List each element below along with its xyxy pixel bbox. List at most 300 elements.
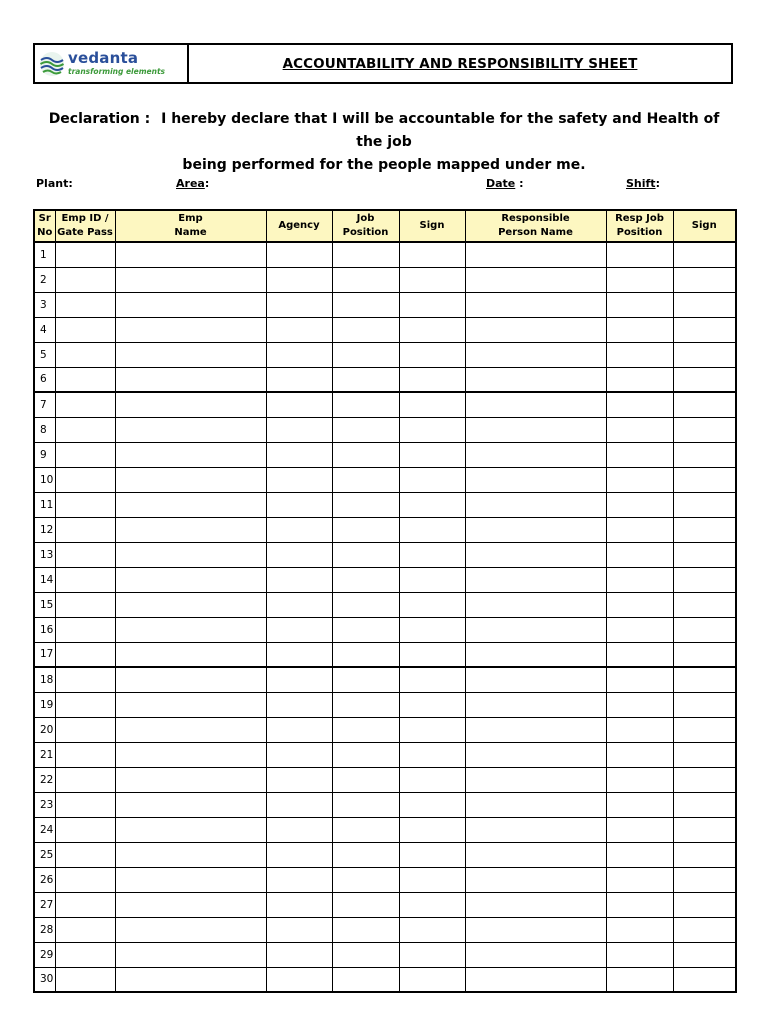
cell-responsible-person[interactable] [465, 517, 606, 542]
cell-resp-job-position[interactable] [606, 317, 673, 342]
cell-resp-sign[interactable] [673, 517, 736, 542]
cell-resp-sign[interactable] [673, 942, 736, 967]
cell-sign[interactable] [399, 667, 465, 692]
cell-resp-job-position[interactable] [606, 867, 673, 892]
cell-job-position[interactable] [332, 517, 399, 542]
cell-resp-sign[interactable] [673, 867, 736, 892]
cell-emp-id[interactable] [55, 742, 115, 767]
title-cell [189, 45, 731, 82]
cell-job-position[interactable] [332, 342, 399, 367]
cell-emp-id[interactable] [55, 892, 115, 917]
table-row [34, 967, 736, 992]
cell-resp-job-position[interactable] [606, 742, 673, 767]
area-label: Area [176, 177, 205, 190]
cell-job-position[interactable] [332, 792, 399, 817]
cell-agency[interactable] [266, 292, 332, 317]
row-number: 8 [34, 417, 55, 442]
cell-job-position[interactable] [332, 767, 399, 792]
table-row [34, 892, 736, 917]
date-label: Date [486, 177, 516, 190]
cell-agency[interactable] [266, 542, 332, 567]
cell-emp-name[interactable] [115, 367, 266, 392]
cell-resp-sign[interactable] [673, 592, 736, 617]
cell-sign[interactable] [399, 617, 465, 642]
cell-emp-name[interactable] [115, 867, 266, 892]
cell-emp-name[interactable] [115, 642, 266, 667]
area-field [176, 177, 209, 190]
cell-job-position[interactable] [332, 967, 399, 992]
cell-sign[interactable] [399, 517, 465, 542]
cell-emp-id[interactable] [55, 392, 115, 417]
cell-sign[interactable] [399, 442, 465, 467]
cell-resp-job-position[interactable] [606, 567, 673, 592]
col-responsible-person: Responsible Person Name [465, 210, 606, 242]
row-number: 29 [34, 942, 55, 967]
row-number: 14 [34, 567, 55, 592]
cell-emp-name[interactable] [115, 392, 266, 417]
cell-sign[interactable] [399, 342, 465, 367]
declaration-text-1: I hereby declare that I will be accountable for the safety and Health of the job [161, 111, 720, 150]
cell-job-position[interactable] [332, 667, 399, 692]
table-row [34, 342, 736, 367]
cell-emp-id[interactable] [55, 642, 115, 667]
cell-agency[interactable] [266, 492, 332, 517]
cell-emp-id[interactable] [55, 317, 115, 342]
cell-responsible-person[interactable] [465, 917, 606, 942]
row-number: 19 [34, 692, 55, 717]
cell-emp-name[interactable] [115, 417, 266, 442]
table-row [34, 242, 736, 267]
cell-emp-name[interactable] [115, 317, 266, 342]
cell-resp-job-position[interactable] [606, 367, 673, 392]
cell-sign[interactable] [399, 842, 465, 867]
cell-resp-job-position[interactable] [606, 342, 673, 367]
cell-responsible-person[interactable] [465, 617, 606, 642]
cell-responsible-person[interactable] [465, 642, 606, 667]
cell-emp-id[interactable] [55, 942, 115, 967]
cell-sign[interactable] [399, 292, 465, 317]
cell-responsible-person[interactable] [465, 967, 606, 992]
cell-emp-id[interactable] [55, 342, 115, 367]
cell-resp-job-position[interactable] [606, 442, 673, 467]
cell-sign[interactable] [399, 967, 465, 992]
cell-responsible-person[interactable] [465, 667, 606, 692]
cell-resp-sign[interactable] [673, 792, 736, 817]
row-number: 13 [34, 542, 55, 567]
cell-resp-job-position[interactable] [606, 967, 673, 992]
cell-sign[interactable] [399, 792, 465, 817]
cell-agency[interactable] [266, 567, 332, 592]
row-number: 2 [34, 267, 55, 292]
cell-responsible-person[interactable] [465, 692, 606, 717]
cell-responsible-person[interactable] [465, 367, 606, 392]
cell-sign[interactable] [399, 817, 465, 842]
cell-agency[interactable] [266, 367, 332, 392]
cell-resp-sign[interactable] [673, 417, 736, 442]
row-number: 18 [34, 667, 55, 692]
cell-agency[interactable] [266, 792, 332, 817]
cell-resp-job-position[interactable] [606, 542, 673, 567]
cell-emp-id[interactable] [55, 442, 115, 467]
cell-job-position[interactable] [332, 642, 399, 667]
cell-resp-job-position[interactable] [606, 617, 673, 642]
cell-job-position[interactable] [332, 567, 399, 592]
cell-responsible-person[interactable] [465, 292, 606, 317]
cell-emp-name[interactable] [115, 842, 266, 867]
declaration-line-1 [36, 108, 732, 154]
declaration-text-2: being performed for the people mapped under me. [182, 157, 586, 173]
cell-resp-sign[interactable] [673, 692, 736, 717]
cell-emp-id[interactable] [55, 842, 115, 867]
cell-emp-name[interactable] [115, 467, 266, 492]
cell-agency[interactable] [266, 767, 332, 792]
cell-emp-id[interactable] [55, 367, 115, 392]
cell-emp-id[interactable] [55, 867, 115, 892]
cell-resp-job-position[interactable] [606, 392, 673, 417]
plant-field [36, 177, 73, 190]
cell-agency[interactable] [266, 242, 332, 267]
cell-job-position[interactable] [332, 392, 399, 417]
cell-agency[interactable] [266, 917, 332, 942]
cell-agency[interactable] [266, 417, 332, 442]
cell-agency[interactable] [266, 267, 332, 292]
cell-emp-name[interactable] [115, 342, 266, 367]
logo-name: vedanta [68, 49, 139, 68]
cell-responsible-person[interactable] [465, 942, 606, 967]
declaration [36, 108, 732, 177]
cell-responsible-person[interactable] [465, 542, 606, 567]
cell-job-position[interactable] [332, 592, 399, 617]
table-row [34, 667, 736, 692]
cell-agency[interactable] [266, 317, 332, 342]
cell-emp-id[interactable] [55, 767, 115, 792]
cell-resp-sign[interactable] [673, 442, 736, 467]
row-number: 21 [34, 742, 55, 767]
cell-resp-sign[interactable] [673, 467, 736, 492]
cell-job-position[interactable] [332, 417, 399, 442]
cell-resp-sign[interactable] [673, 842, 736, 867]
row-number: 17 [34, 642, 55, 667]
cell-emp-name[interactable] [115, 242, 266, 267]
cell-responsible-person[interactable] [465, 717, 606, 742]
cell-sign[interactable] [399, 692, 465, 717]
cell-resp-job-position[interactable] [606, 292, 673, 317]
cell-resp-sign[interactable] [673, 642, 736, 667]
cell-resp-sign[interactable] [673, 767, 736, 792]
cell-job-position[interactable] [332, 442, 399, 467]
cell-emp-id[interactable] [55, 917, 115, 942]
cell-resp-job-position[interactable] [606, 817, 673, 842]
row-number: 1 [34, 242, 55, 267]
cell-resp-job-position[interactable] [606, 842, 673, 867]
cell-job-position[interactable] [332, 892, 399, 917]
cell-sign[interactable] [399, 942, 465, 967]
cell-resp-job-position[interactable] [606, 467, 673, 492]
plant-label: Plant: [36, 177, 73, 190]
cell-emp-id[interactable] [55, 567, 115, 592]
declaration-label: Declaration : [48, 111, 151, 127]
cell-agency[interactable] [266, 517, 332, 542]
cell-sign[interactable] [399, 417, 465, 442]
table-row [34, 542, 736, 567]
cell-emp-name[interactable] [115, 817, 266, 842]
cell-emp-name[interactable] [115, 292, 266, 317]
cell-agency[interactable] [266, 592, 332, 617]
cell-emp-name[interactable] [115, 967, 266, 992]
cell-emp-id[interactable] [55, 792, 115, 817]
cell-emp-name[interactable] [115, 567, 266, 592]
cell-responsible-person[interactable] [465, 267, 606, 292]
cell-emp-name[interactable] [115, 267, 266, 292]
cell-resp-job-position[interactable] [606, 417, 673, 442]
row-number: 12 [34, 517, 55, 542]
cell-responsible-person[interactable] [465, 792, 606, 817]
table-row [34, 842, 736, 867]
cell-job-position[interactable] [332, 717, 399, 742]
cell-emp-id[interactable] [55, 817, 115, 842]
cell-job-position[interactable] [332, 942, 399, 967]
cell-emp-name[interactable] [115, 717, 266, 742]
cell-resp-sign[interactable] [673, 367, 736, 392]
cell-agency[interactable] [266, 942, 332, 967]
cell-emp-name[interactable] [115, 517, 266, 542]
cell-responsible-person[interactable] [465, 342, 606, 367]
col-resp-sign: Sign [673, 210, 736, 242]
cell-responsible-person[interactable] [465, 867, 606, 892]
cell-emp-name[interactable] [115, 742, 266, 767]
row-number: 25 [34, 842, 55, 867]
cell-responsible-person[interactable] [465, 417, 606, 442]
cell-resp-job-position[interactable] [606, 517, 673, 542]
cell-resp-sign[interactable] [673, 892, 736, 917]
cell-agency[interactable] [266, 617, 332, 642]
cell-resp-sign[interactable] [673, 267, 736, 292]
cell-emp-name[interactable] [115, 667, 266, 692]
cell-job-position[interactable] [332, 242, 399, 267]
cell-job-position[interactable] [332, 917, 399, 942]
cell-resp-sign[interactable] [673, 617, 736, 642]
cell-resp-job-position[interactable] [606, 642, 673, 667]
cell-job-position[interactable] [332, 842, 399, 867]
cell-responsible-person[interactable] [465, 467, 606, 492]
cell-agency[interactable] [266, 842, 332, 867]
cell-emp-id[interactable] [55, 492, 115, 517]
cell-agency[interactable] [266, 667, 332, 692]
row-number: 22 [34, 767, 55, 792]
cell-resp-sign[interactable] [673, 817, 736, 842]
cell-resp-sign[interactable] [673, 967, 736, 992]
cell-responsible-person[interactable] [465, 317, 606, 342]
cell-resp-sign[interactable] [673, 717, 736, 742]
cell-agency[interactable] [266, 817, 332, 842]
cell-sign[interactable] [399, 642, 465, 667]
cell-resp-job-position[interactable] [606, 667, 673, 692]
cell-responsible-person[interactable] [465, 392, 606, 417]
table-body [34, 242, 736, 992]
cell-responsible-person[interactable] [465, 817, 606, 842]
cell-emp-name[interactable] [115, 617, 266, 642]
cell-resp-sign[interactable] [673, 292, 736, 317]
cell-emp-name[interactable] [115, 542, 266, 567]
cell-agency[interactable] [266, 467, 332, 492]
cell-sign[interactable] [399, 592, 465, 617]
cell-resp-job-position[interactable] [606, 767, 673, 792]
cell-emp-id[interactable] [55, 967, 115, 992]
cell-resp-sign[interactable] [673, 492, 736, 517]
cell-emp-id[interactable] [55, 617, 115, 642]
cell-responsible-person[interactable] [465, 492, 606, 517]
cell-job-position[interactable] [332, 742, 399, 767]
cell-responsible-person[interactable] [465, 567, 606, 592]
table-header-row [34, 210, 736, 242]
row-number: 11 [34, 492, 55, 517]
cell-job-position[interactable] [332, 467, 399, 492]
table-row [34, 592, 736, 617]
cell-resp-sign[interactable] [673, 342, 736, 367]
cell-sign[interactable] [399, 767, 465, 792]
cell-resp-sign[interactable] [673, 392, 736, 417]
row-number: 5 [34, 342, 55, 367]
table-row [34, 867, 736, 892]
table-row [34, 567, 736, 592]
cell-emp-name[interactable] [115, 492, 266, 517]
cell-emp-name[interactable] [115, 892, 266, 917]
shift-field [626, 177, 660, 190]
cell-agency[interactable] [266, 392, 332, 417]
table-row [34, 717, 736, 742]
cell-sign[interactable] [399, 917, 465, 942]
cell-emp-name[interactable] [115, 767, 266, 792]
cell-job-position[interactable] [332, 292, 399, 317]
cell-job-position[interactable] [332, 867, 399, 892]
cell-responsible-person[interactable] [465, 592, 606, 617]
cell-job-position[interactable] [332, 367, 399, 392]
cell-emp-id[interactable] [55, 542, 115, 567]
cell-resp-job-position[interactable] [606, 792, 673, 817]
cell-emp-name[interactable] [115, 442, 266, 467]
cell-sign[interactable] [399, 892, 465, 917]
col-sign: Sign [399, 210, 465, 242]
col-sr-no: Sr No [34, 210, 55, 242]
cell-emp-id[interactable] [55, 592, 115, 617]
cell-resp-sign[interactable] [673, 742, 736, 767]
cell-emp-id[interactable] [55, 692, 115, 717]
cell-resp-job-position[interactable] [606, 942, 673, 967]
cell-resp-job-position[interactable] [606, 692, 673, 717]
cell-sign[interactable] [399, 567, 465, 592]
cell-sign[interactable] [399, 717, 465, 742]
cell-resp-sign[interactable] [673, 317, 736, 342]
cell-sign[interactable] [399, 742, 465, 767]
cell-emp-name[interactable] [115, 792, 266, 817]
cell-resp-sign[interactable] [673, 667, 736, 692]
page-title: ACCOUNTABILITY AND RESPONSIBILITY SHEET [282, 55, 638, 72]
cell-resp-job-position[interactable] [606, 267, 673, 292]
cell-resp-job-position[interactable] [606, 917, 673, 942]
cell-job-position[interactable] [332, 617, 399, 642]
col-agency: Agency [266, 210, 332, 242]
cell-resp-job-position[interactable] [606, 492, 673, 517]
cell-agency[interactable] [266, 642, 332, 667]
sheet-header [33, 43, 733, 84]
cell-sign[interactable] [399, 367, 465, 392]
cell-resp-job-position[interactable] [606, 242, 673, 267]
cell-emp-id[interactable] [55, 517, 115, 542]
cell-agency[interactable] [266, 692, 332, 717]
cell-responsible-person[interactable] [465, 767, 606, 792]
cell-resp-sign[interactable] [673, 567, 736, 592]
cell-job-position[interactable] [332, 692, 399, 717]
cell-agency[interactable] [266, 342, 332, 367]
cell-emp-name[interactable] [115, 917, 266, 942]
cell-emp-name[interactable] [115, 942, 266, 967]
cell-resp-sign[interactable] [673, 242, 736, 267]
row-number: 3 [34, 292, 55, 317]
cell-responsible-person[interactable] [465, 242, 606, 267]
cell-job-position[interactable] [332, 317, 399, 342]
row-number: 27 [34, 892, 55, 917]
cell-sign[interactable] [399, 317, 465, 342]
logo [35, 45, 189, 82]
cell-resp-sign[interactable] [673, 542, 736, 567]
cell-agency[interactable] [266, 742, 332, 767]
cell-emp-id[interactable] [55, 242, 115, 267]
cell-responsible-person[interactable] [465, 892, 606, 917]
cell-resp-sign[interactable] [673, 917, 736, 942]
cell-sign[interactable] [399, 542, 465, 567]
cell-job-position[interactable] [332, 817, 399, 842]
cell-resp-job-position[interactable] [606, 717, 673, 742]
cell-sign[interactable] [399, 267, 465, 292]
cell-job-position[interactable] [332, 492, 399, 517]
cell-sign[interactable] [399, 492, 465, 517]
table-row [34, 767, 736, 792]
cell-emp-id[interactable] [55, 417, 115, 442]
cell-emp-name[interactable] [115, 692, 266, 717]
table-row [34, 292, 736, 317]
cell-job-position[interactable] [332, 267, 399, 292]
table-row [34, 367, 736, 392]
cell-sign[interactable] [399, 392, 465, 417]
cell-sign[interactable] [399, 242, 465, 267]
table-row [34, 817, 736, 842]
cell-emp-name[interactable] [115, 592, 266, 617]
cell-sign[interactable] [399, 867, 465, 892]
cell-agency[interactable] [266, 892, 332, 917]
cell-emp-id[interactable] [55, 667, 115, 692]
cell-resp-job-position[interactable] [606, 892, 673, 917]
cell-job-position[interactable] [332, 542, 399, 567]
accountability-table [33, 209, 737, 993]
cell-resp-job-position[interactable] [606, 592, 673, 617]
cell-emp-id[interactable] [55, 467, 115, 492]
row-number: 10 [34, 467, 55, 492]
cell-agency[interactable] [266, 442, 332, 467]
row-number: 30 [34, 967, 55, 992]
cell-agency[interactable] [266, 717, 332, 742]
cell-responsible-person[interactable] [465, 442, 606, 467]
cell-agency[interactable] [266, 967, 332, 992]
vedanta-logo-icon [39, 51, 65, 77]
cell-agency[interactable] [266, 867, 332, 892]
cell-responsible-person[interactable] [465, 742, 606, 767]
cell-emp-id[interactable] [55, 717, 115, 742]
cell-sign[interactable] [399, 467, 465, 492]
cell-emp-id[interactable] [55, 292, 115, 317]
cell-emp-id[interactable] [55, 267, 115, 292]
row-number: 4 [34, 317, 55, 342]
cell-responsible-person[interactable] [465, 842, 606, 867]
